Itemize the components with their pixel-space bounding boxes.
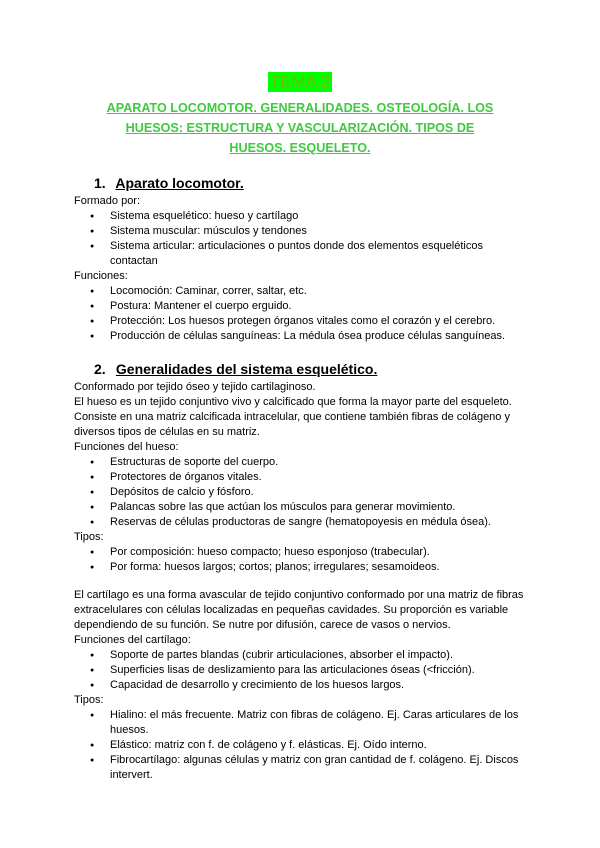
funciones-hueso-list bbox=[74, 455, 526, 530]
tipos-hueso-label: Tipos: bbox=[74, 531, 104, 543]
formado-list bbox=[74, 209, 526, 269]
list-item: ● Sistema muscular: músculos y tendones bbox=[110, 224, 526, 239]
paragraph-gap bbox=[74, 575, 526, 588]
funciones-cartilago-label: Funciones del cartílago: bbox=[74, 634, 191, 646]
list-item: ● Depósitos de calcio y fósforo. bbox=[110, 485, 526, 500]
section-number: 1. bbox=[94, 175, 106, 191]
section-title: Generalidades del sistema esquelético. bbox=[115, 361, 378, 377]
subtitle-line: HUESOS. ESQUELETO. bbox=[229, 141, 371, 155]
list-item: ● Fibrocartílago: algunas células y matriz con gran cantidad de f. colágeno. Ej. Discos intervert. bbox=[110, 753, 526, 783]
section-1-heading bbox=[94, 174, 526, 192]
section-2-intro-1: Conformado por tejido óseo y tejido cartilaginoso. bbox=[74, 381, 316, 393]
list-item: ● Por composición: hueso compacto; hueso esponjoso (trabecular). bbox=[110, 545, 526, 560]
list-item: ● Producción de células sanguíneas: La médula ósea produce células sanguíneas. bbox=[110, 329, 526, 344]
funciones-hueso-label: Funciones del hueso: bbox=[74, 441, 179, 453]
section-2-intro-2: El hueso es un tejido conjuntivo vivo y calcificado que forma la mayor parte del esqueleto. Consiste en una matriz calcificada intracelular, que contiene también fibras de colágeno y diversos tipos de células en su matriz. bbox=[74, 396, 512, 438]
list-item: ● Estructuras de soporte del cuerpo. bbox=[110, 455, 526, 470]
tipos-hueso-list bbox=[74, 545, 526, 575]
list-item: ● Por forma: huesos largos; cortos; planos; irregulares; sesamoideos. bbox=[110, 560, 526, 575]
tema-label: TEMA 2 bbox=[269, 72, 331, 91]
list-item: ● Hialino: el más frecuente. Matriz con fibras de colágeno. Ej. Caras articulares de los huesos. bbox=[110, 708, 526, 738]
list-item: ● Elástico: matriz con f. de colágeno y f. elásticas. Ej. Oído interno. bbox=[110, 738, 526, 753]
list-item: ● Capacidad de desarrollo y crecimiento de los huesos largos. bbox=[110, 678, 526, 693]
tipos-cartilago-list bbox=[74, 708, 526, 783]
section-title: Aparato locomotor. bbox=[115, 175, 244, 191]
funciones-cartilago-list bbox=[74, 648, 526, 693]
funciones-label: Funciones: bbox=[74, 270, 128, 282]
cartilago-intro: El cartílago es una forma avascular de tejido conjuntivo conformado por una matriz de fibras extracelulares con células localizadas en pequeñas cavidades. Su proporción es variable dependiendo de su función. Se nutre por difusión, carece de vasos o nervios. bbox=[74, 589, 524, 631]
list-item: ● Postura: Mantener el cuerpo erguido. bbox=[110, 299, 526, 314]
section-number: 2. bbox=[94, 361, 106, 377]
list-item: ● Locomoción: Caminar, correr, saltar, etc. bbox=[110, 284, 526, 299]
list-item: ● Palancas sobre las que actúan los músculos para generar movimiento. bbox=[110, 500, 526, 515]
document-subtitle bbox=[74, 98, 526, 158]
list-item: ● Soporte de partes blandas (cubrir articulaciones, absorber el impacto). bbox=[110, 648, 526, 663]
funciones-list bbox=[74, 284, 526, 344]
section-2-heading bbox=[94, 360, 526, 378]
tipos-cartilago-label: Tipos: bbox=[74, 694, 104, 706]
formado-label: Formado por: bbox=[74, 195, 141, 207]
tema-heading bbox=[74, 72, 526, 93]
subtitle-line: HUESOS: ESTRUCTURA Y VASCULARIZACIÓN. TIPOS DE bbox=[125, 121, 475, 135]
list-item: ● Reservas de células productoras de sangre (hematopoyesis en médula ósea). bbox=[110, 515, 526, 530]
subtitle-line: APARATO LOCOMOTOR. GENERALIDADES. OSTEOLOGÍA. LOS bbox=[106, 101, 494, 115]
list-item: ● Superficies lisas de deslizamiento para las articulaciones óseas (<fricción). bbox=[110, 663, 526, 678]
list-item: ● Protección: Los huesos protegen órganos vitales como el corazón y el cerebro. bbox=[110, 314, 526, 329]
list-item: ● Sistema esquelético: hueso y cartílago bbox=[110, 209, 526, 224]
list-item: ● Sistema articular: articulaciones o puntos donde dos elementos esqueléticos contactan bbox=[110, 239, 526, 269]
list-item: ● Protectores de órganos vitales. bbox=[110, 470, 526, 485]
